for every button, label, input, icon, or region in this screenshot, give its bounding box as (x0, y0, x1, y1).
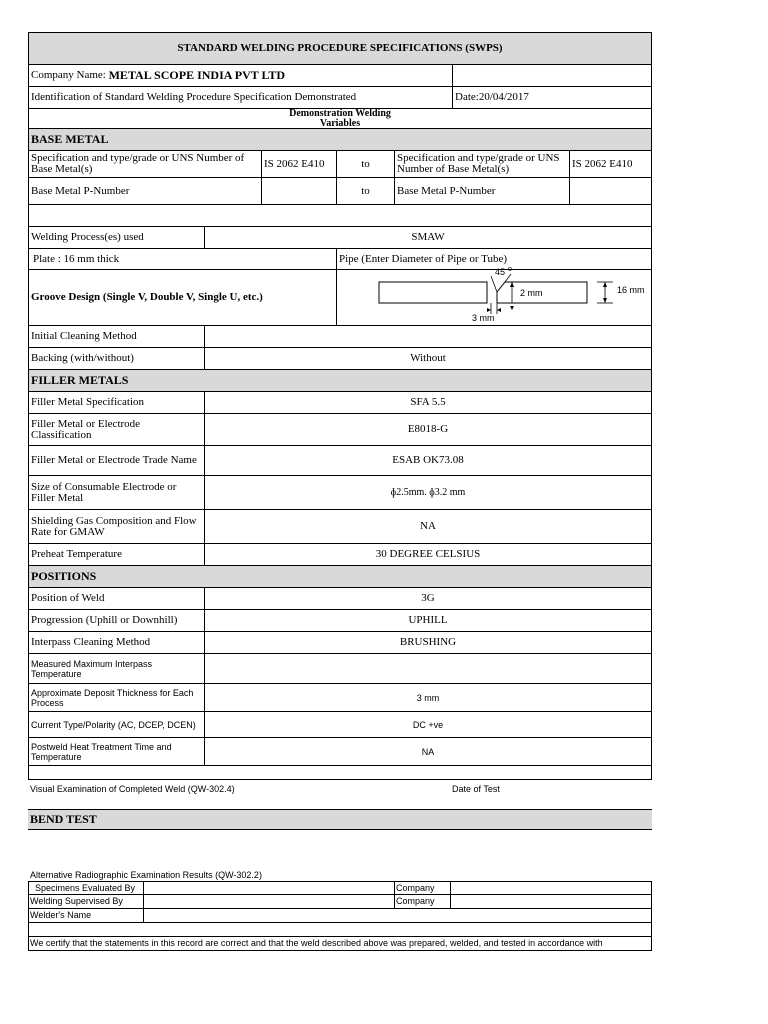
supervised-company-label: Company (395, 895, 451, 908)
blank-row-2 (28, 766, 652, 780)
welder-value[interactable] (144, 909, 651, 922)
visual-exam-label: Visual Examination of Completed Weld (QW-302.4) (30, 784, 235, 794)
filler-value: ɸ2.5mm. ɸ3.2 mm (390, 487, 466, 498)
pnum-value-2 (570, 178, 651, 204)
supervised-row (28, 895, 652, 909)
angle-line-b (505, 274, 511, 282)
specimens-company-label: Company (395, 882, 451, 894)
angle-degree: o (508, 266, 512, 273)
spec-label-1: Specification and type/grade or UNS Number of Base Metal(s) (29, 151, 262, 177)
root-face-arrow (510, 282, 514, 287)
company-row (28, 65, 652, 87)
position-value: BRUSHING (399, 636, 457, 648)
position-row (28, 588, 652, 610)
groove-diagram-cell (337, 266, 651, 325)
bend-test-heading: BEND TEST (28, 809, 652, 830)
filler-value: SFA 5.5 (410, 396, 446, 408)
backing-value: Without (410, 352, 446, 364)
groove-label: Groove Design (Single V, Double V, Single U, etc.) (29, 270, 337, 325)
filler-row (28, 414, 652, 446)
specimens-label: Specimens Evaluated By (29, 882, 144, 894)
base-metal-heading: BASE METAL (31, 132, 109, 146)
backing-row (28, 348, 652, 370)
pnum-label-2: Base Metal P-Number (395, 178, 570, 204)
swps-form (28, 32, 652, 780)
base-metal-section (28, 129, 652, 151)
form-title: STANDARD WELDING PROCEDURE SPECIFICATIONS (SWPS) (177, 42, 503, 54)
cleaning-row (28, 326, 652, 348)
welder-row (28, 909, 652, 923)
filler-row (28, 476, 652, 510)
signature-table (28, 881, 652, 951)
title-row (28, 32, 652, 65)
backing-label: Backing (with/without) (29, 348, 205, 369)
gap-arrow-left (487, 308, 491, 312)
filler-value: ESAB OK73.08 (392, 454, 464, 466)
identification-row (28, 87, 652, 109)
pnum-value-1 (262, 178, 337, 204)
specimens-value[interactable] (144, 882, 395, 894)
filler-label: Filler Metal Specification (29, 392, 205, 413)
cleaning-value (205, 326, 651, 347)
process-row (28, 227, 652, 249)
welder-label: Welder's Name (29, 909, 144, 922)
date-of-test-label: Date of Test (452, 784, 500, 794)
process-value: SMAW (411, 231, 445, 243)
thickness-arrow-bottom (603, 298, 607, 303)
position-value: DC +ve (412, 719, 444, 730)
groove-row (28, 266, 652, 326)
root-face-label: 2 mm (520, 288, 543, 298)
position-label: Interpass Cleaning Method (29, 632, 205, 653)
spec-to: to (337, 151, 395, 177)
demonstration-header: Demonstration Welding Variables (289, 107, 391, 129)
filler-heading: FILLER METALS (31, 373, 129, 387)
position-label: Approximate Deposit Thickness for Each Process (29, 684, 205, 711)
pipe-label: Pipe (Enter Diameter of Pipe or Tube) (339, 252, 508, 265)
demonstration-row (28, 109, 652, 129)
filler-label: Filler Metal or Electrode Classification (29, 414, 205, 445)
company-cell (29, 65, 453, 86)
position-value (205, 654, 651, 683)
company-label: Company Name: (31, 69, 106, 81)
root-face-arrow-2 (510, 306, 514, 310)
plate-label: Plate : 16 mm thick (29, 249, 337, 269)
spec-label-2: Specification and type/grade or UNS Number of Base Metal(s) (395, 151, 570, 177)
plate-row (28, 249, 652, 270)
blank-row-3 (28, 923, 652, 937)
position-label: Current Type/Polarity (AC, DCEP, DCEN) (29, 712, 205, 737)
position-row (28, 738, 652, 766)
specimens-company-value[interactable] (451, 882, 651, 894)
position-row (28, 684, 652, 712)
gap-arrow-right (497, 308, 501, 312)
process-label: Welding Process(es) used (29, 227, 205, 248)
base-metal-spec-row (28, 151, 652, 178)
blank-cell (29, 205, 651, 226)
radiographic-label: Alternative Radiographic Examination Results (QW-302.2) (30, 870, 262, 880)
filler-row (28, 544, 652, 566)
gap-label: 3 mm (472, 313, 495, 323)
company-name: METAL SCOPE INDIA PVT LTD (108, 68, 286, 82)
specimens-row (28, 881, 652, 895)
position-value: NA (421, 746, 435, 757)
position-value: 3G (421, 592, 435, 604)
supervised-company-value[interactable] (451, 895, 651, 908)
filler-label: Shielding Gas Composition and Flow Rate for GMAW (29, 510, 205, 543)
blank-cell (29, 766, 651, 779)
filler-row (28, 446, 652, 476)
filler-label: Preheat Temperature (29, 544, 205, 565)
positions-section (28, 566, 652, 588)
angle-label: 45 (495, 267, 506, 277)
filler-section (28, 370, 652, 392)
pnum-label-1: Base Metal P-Number (29, 178, 262, 204)
position-label: Measured Maximum Interpass Temperature (29, 654, 205, 683)
position-row (28, 712, 652, 738)
company-blank (453, 65, 651, 86)
filler-value: E8018-G (407, 423, 449, 435)
filler-row (28, 392, 652, 414)
angle-line-a (491, 276, 497, 292)
pnum-to: to (337, 178, 395, 204)
thickness-label: 16 mm (617, 285, 645, 295)
blank-row-1 (28, 205, 652, 227)
filler-value: 30 DEGREE CELSIUS (375, 548, 481, 560)
spec-value-1: IS 2062 E410 (262, 151, 337, 177)
position-value: UPHILL (408, 614, 448, 626)
thickness-arrow-top (603, 282, 607, 287)
filler-row (28, 510, 652, 544)
filler-value: NA (420, 520, 436, 532)
spec-value-2: IS 2062 E410 (572, 157, 633, 170)
certify-statement: We certify that the statements in this record are correct and that the weld described above was prepared, welded, and tested in accordance with (28, 937, 652, 951)
position-label: Position of Weld (29, 588, 205, 609)
position-label: Postweld Heat Treatment Time and Temperature (29, 738, 205, 765)
date-value: Date:20/04/2017 (455, 91, 529, 103)
identification-label: Identification of Standard Welding Procedure Specification Demonstrated (29, 87, 453, 108)
supervised-label: Welding Supervised By (29, 895, 144, 908)
position-row (28, 654, 652, 684)
positions-heading: POSITIONS (31, 569, 97, 583)
p-number-row (28, 178, 652, 205)
position-value: 3 mm (416, 692, 440, 703)
position-row (28, 610, 652, 632)
left-plate (379, 282, 487, 303)
cleaning-label: Initial Cleaning Method (29, 326, 205, 347)
supervised-value[interactable] (144, 895, 395, 908)
filler-label: Size of Consumable Electrode or Filler Metal (29, 476, 205, 509)
filler-label: Filler Metal or Electrode Trade Name (29, 446, 205, 475)
position-row (28, 632, 652, 654)
position-label: Progression (Uphill or Downhill) (29, 610, 205, 631)
